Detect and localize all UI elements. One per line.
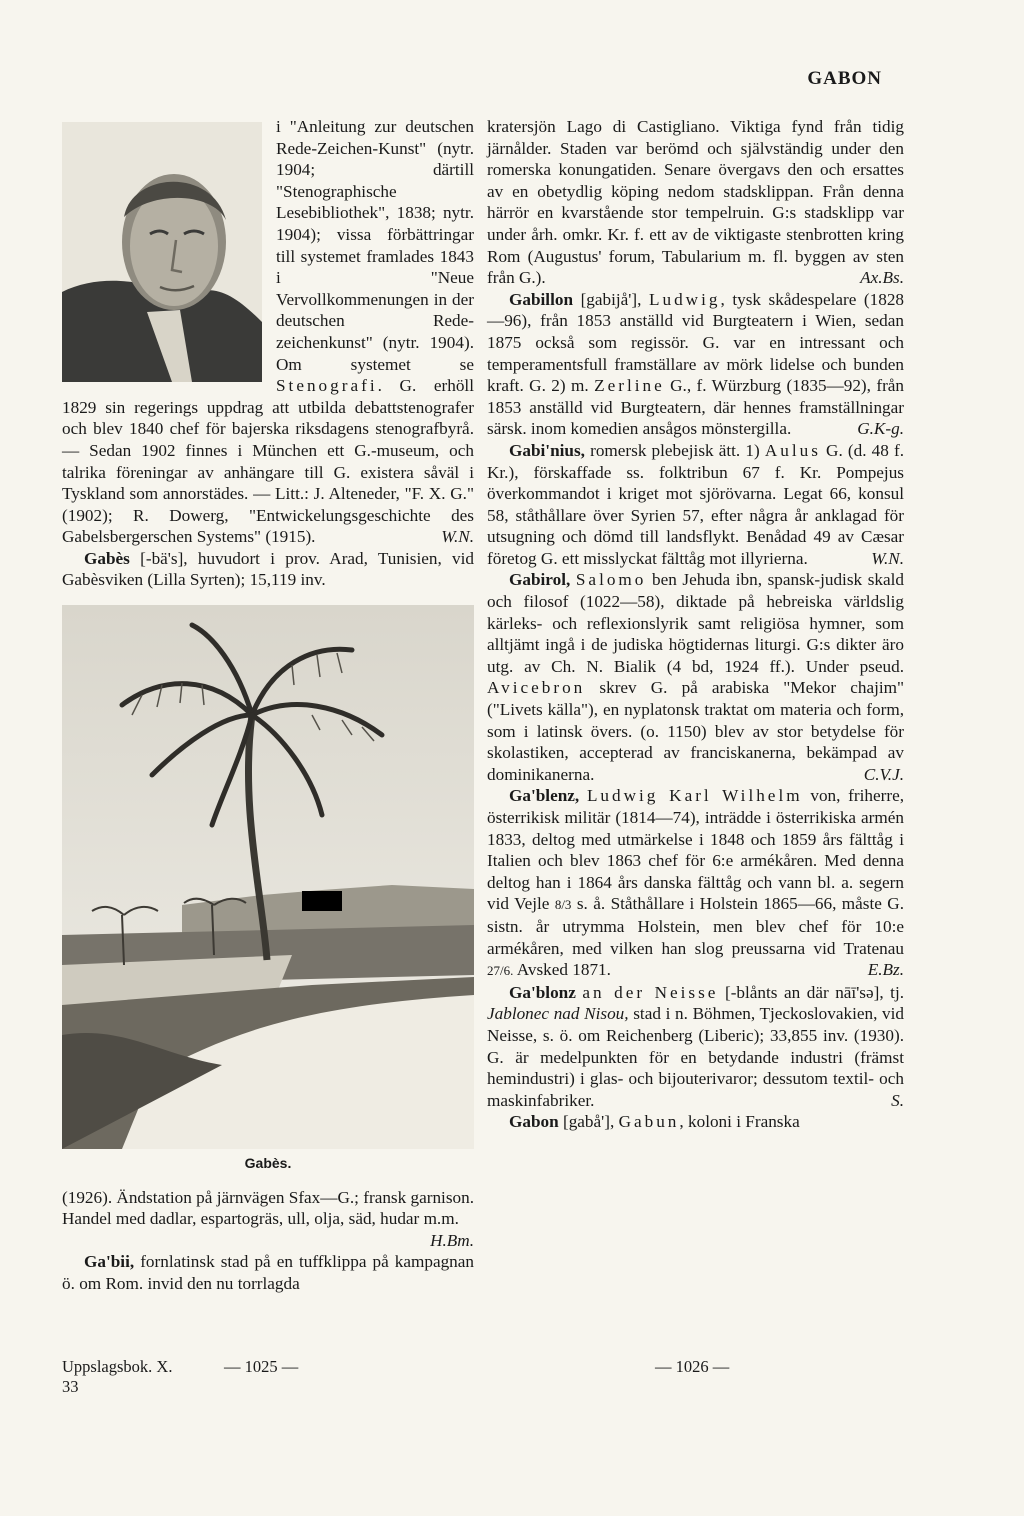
page-number-right: — 1026 — xyxy=(655,1357,730,1376)
gablenz-text-2: s. å. Ståthållare i Holstein 1865—66, måste G. sistn. år utrymma Holstein, men blev chef för 10:e armékåren, med vilken han slog preussarna vid Tratenau xyxy=(487,894,905,958)
entry-gabii xyxy=(62,1251,474,1294)
running-head: GABON xyxy=(807,68,882,89)
gabes-landscape-illustration xyxy=(62,605,474,1149)
spaced-name: Zerline xyxy=(594,376,665,396)
gablenz-text-3: Avsked 1871. xyxy=(516,960,611,980)
gabes-cont-text: (1926). Ändstation på järnvägen Sfax—G.; fransk garnison. Handel med dadlar, espartogräs, ull, olja, säd, hudar m.m. xyxy=(62,1187,474,1229)
gabillon-text-2: G., f. Würzburg (1835—92), från 1853 anställd vid Burgteatern, där hennes framställningar särsk. inom komedien ansågos mönstergilla. xyxy=(487,376,905,439)
volume-label: Uppslagsbok. X. xyxy=(62,1357,173,1376)
date-fraction: 8/3 xyxy=(554,897,572,913)
gabinius-text: romersk plebejisk ätt. 1) xyxy=(590,440,760,460)
headword-gablenz: Ga'blenz, xyxy=(509,786,580,806)
gabirol-text: ben Jehuda ibn, spansk-judisk skald och filosof (1022—58), diktade på hebreiska världslig kärleks- och reflexionslyrik samt religiösa hymner, som alltjämt ingå i de judiska högtidernas liturgi. G:s dikter äro utg. av Ch. N. Bialik (4 bd, 1924 ff.). Under pseud. xyxy=(487,570,904,676)
signature: W.N. xyxy=(871,548,904,568)
signature: H.Bm. xyxy=(430,1230,474,1250)
spaced-name: Ludwig Karl Wilhelm xyxy=(586,786,803,806)
date-fraction: 27/6. xyxy=(487,963,514,979)
spaced-name: Salomo xyxy=(575,570,647,590)
portrait-illustration xyxy=(62,122,262,382)
page-number-left: — 1025 — xyxy=(224,1357,299,1376)
headword-gabillon: Gabillon xyxy=(509,289,573,309)
spaced-name: Ludwig xyxy=(649,289,721,309)
gabii-text: fornlatinsk stad på en tuffklippa på kampagnan ö. om Rom. invid den nu torrlagda xyxy=(62,1252,474,1294)
right-column xyxy=(487,116,904,1133)
spaced-name: Aulus xyxy=(764,440,821,460)
gablonz-text: tj. xyxy=(890,982,905,1002)
xref-stenografi: Stenografi xyxy=(276,376,378,396)
left-column xyxy=(62,116,474,1295)
gabii-cont-text: kratersjön Lago di Castigliano. Viktiga fynd från tidig järnålder. Staden var berömd och självständig under den romerska konungatiden. Senare övergavs den och ersattes av en obetydlig köping nedom stadsklippan. Från denna härrör en kvarstående stor tempelruin. G:s stadsklipp var under årh. omkr. Kr. f. ett av de viktigaste stenbrotten kring Rom (Augustus' forum, Tabularium m. fl. byggen av sten från G.). xyxy=(487,117,904,288)
entry-gabon xyxy=(487,1111,904,1133)
headword-gabon: Gabon xyxy=(509,1112,559,1132)
headword-gabii: Ga'bii, xyxy=(84,1252,135,1272)
entry-gabelsberger-continued xyxy=(62,116,474,548)
entry-gabes xyxy=(62,548,474,591)
signature: W.N. xyxy=(441,527,474,547)
sheet-number: 33 xyxy=(62,1377,79,1396)
anleitung-text: i "Anleitung zur deutschen Rede-Zeichen-Kunst" (nytr. 1904; därtill "Stenographische Lesebibliothek", 1838; nytr. 1904); vissa förbättringar till systemet framlades 1843 i "Neue Vervollkommenungen in der deutschen Rede-zeichenkunst" (nytr. 1904). Om systemet se xyxy=(276,117,474,374)
anleitung-text-post: . G. erhöll 1829 sin regerings uppdrag att utbilda debattstenografer och blev 1840 chef för bajerska riksdagens stenografbyrå. — Sedan 1902 finnes i München ett G.-museum, och talrika föreningar av anhängare till G. existera såväl i Tyskland som annorstädes. — Litt.: J. Alteneder, "F. X. G." (1902); R. Dowerg, "Entwickelungsgeschichte des Gabelsbergerschen Systems" (1915). xyxy=(62,376,474,547)
gabirol-text-2: skrev G. på arabiska "Mekor chajim" ("Livets källa"), en nyplatonsk traktat om materia och form, som i latinsk övers. (o. 1150) blev av stor betydelse för skolastiken, accepterad av franciskanerna, bekämpad av dominikanerna. xyxy=(487,678,905,784)
entry-gablenz xyxy=(487,785,904,981)
gabinius-text-2: G. (d. 48 f. Kr.), förskaffade ss. folktribun 67 f. Kr. Pompejus överkommandot i kriget mot sjörövarna. Legat 66, konsul 58, ståthållare över Syrien 57, efter några år anklagad för utsugning och dömd till landsflykt. Benådad 49 av Cæsar företog G. ett misslyckat fälttåg mot illyrierna. xyxy=(487,440,904,568)
footer-volume xyxy=(62,1357,172,1397)
entry-gabii-continued xyxy=(487,116,904,289)
portrait-gabelsberger xyxy=(62,122,262,382)
gabon-text: , koloni i Franska xyxy=(679,1112,800,1132)
signature: G.K-g. xyxy=(857,419,904,439)
gabes-text: [-bä's], huvudort i prov. Arad, Tunisien, vid Gabèsviken (Lilla Syrten); 15,119 inv. xyxy=(62,548,474,590)
gablenz-text: von, friherre, österrikisk militär (1814—74), inträdde i österrikiska armén 1833, deltog med utmärkelse i 1848 och 1859 års fälttåg i Italien och blev 1863 chef för 6:e armékåren. Med denna deltog han i 1864 års danska fälttåg och vann bl. a. segern vid Vejle xyxy=(487,786,904,914)
signature: S. xyxy=(891,1090,904,1110)
entry-gabillon xyxy=(487,289,904,440)
spaced-name: an der Neisse xyxy=(582,982,719,1002)
figure-gabes xyxy=(62,605,474,1175)
signature: Ax.Bs. xyxy=(860,268,904,288)
pronunciation: [-blånts an där nāī'sə], xyxy=(724,982,884,1002)
entry-gabirol xyxy=(487,569,904,785)
gabillon-text: , tysk skådespelare (1828—96), från 1853 anställd vid Burgteatern i Wien, sedan 1875 också som regissör. G. var en intressant och temperamentsfull framställare av mörk lidelse och bunden kraft. G. 2) m. xyxy=(487,289,905,396)
entry-gablonz xyxy=(487,982,904,1112)
entry-gabinius xyxy=(487,440,904,570)
figure-caption: Gabès. xyxy=(244,1155,292,1172)
signature: E.Bz. xyxy=(867,960,904,980)
pronunciation: [gabijå'], xyxy=(580,289,642,309)
czech-name: Jablonec nad Nisou, xyxy=(487,1004,629,1024)
gablonz-text-2: stad i n. Böhmen, Tjeckoslovakien, vid Neisse, s. ö. om Reichenberg (Liberic); 33,855 inv. (1930). G. är medelpunkten för en betydande industri (främst hemindustri) i glas- och bijouterivaror; dessutom textil- och maskinfabriker. xyxy=(487,1004,904,1110)
signature: C.V.J. xyxy=(863,764,904,784)
headword-gabinius: Gabi'nius, xyxy=(509,440,585,460)
headword-gabes: Gabès xyxy=(84,548,130,568)
pronunciation: [gabå'], xyxy=(562,1112,615,1132)
spaced-name: Gabun xyxy=(618,1112,680,1132)
headword-gabirol: Gabirol, xyxy=(509,570,571,590)
headword-gablonz: Ga'blonz xyxy=(509,982,576,1002)
entry-gabes-continued xyxy=(62,1187,474,1250)
spaced-name: Avicebron xyxy=(487,678,586,698)
